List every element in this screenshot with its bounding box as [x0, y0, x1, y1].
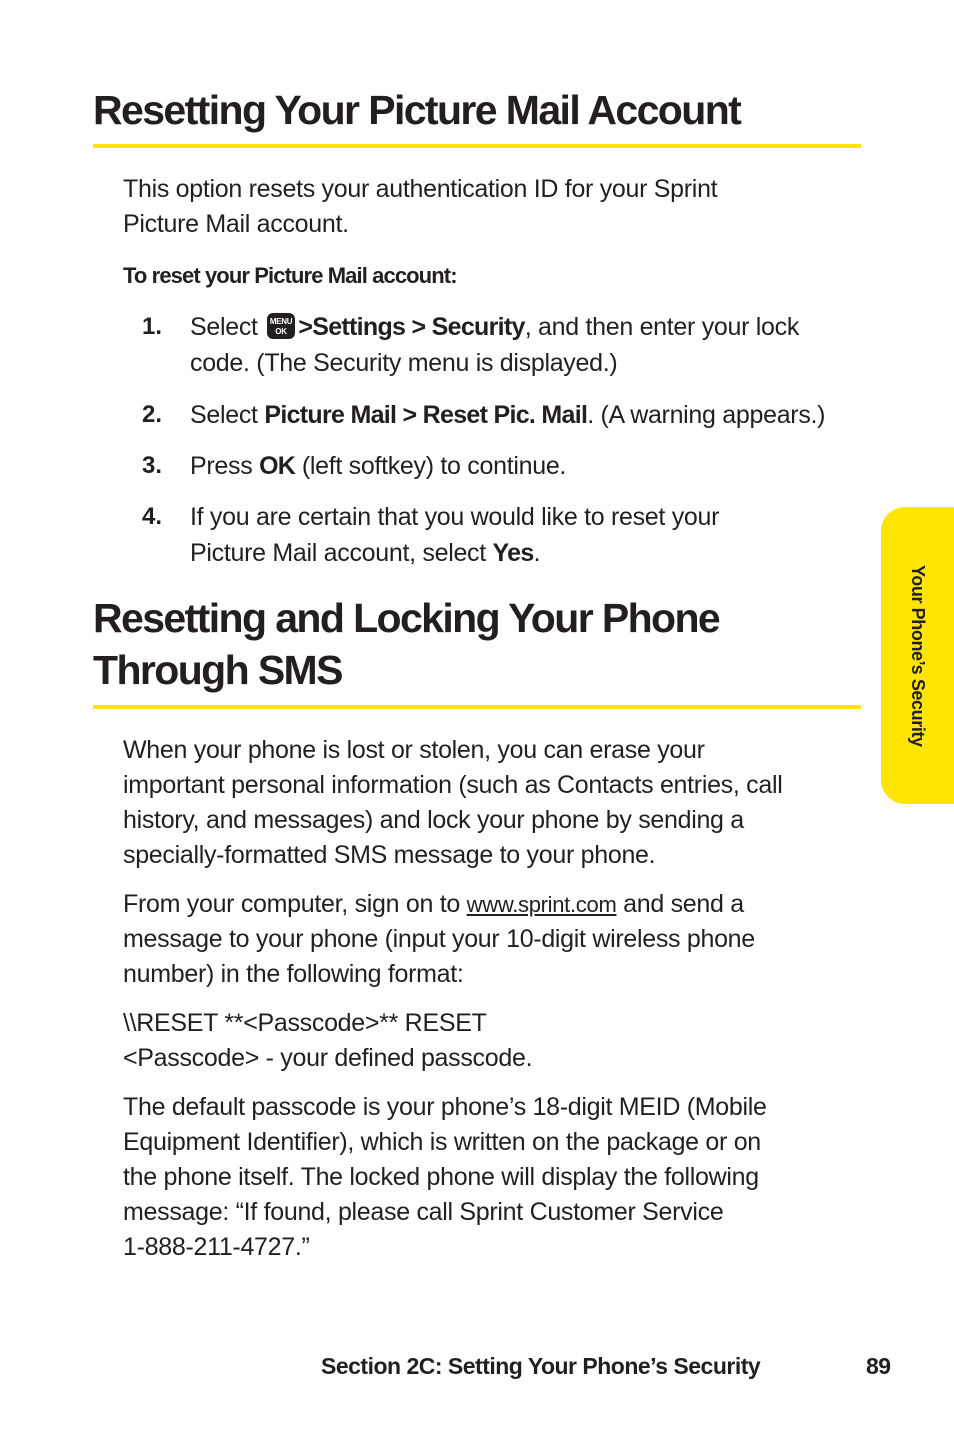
- step-2: Select Picture Mail > Reset Pic. Mail. (A warning appears.): [190, 401, 826, 429]
- step-4: If you are certain that you would like to reset your Picture Mail account, select Yes.: [190, 503, 720, 567]
- intro-line: This option resets your authentication ID for your Sprint: [123, 175, 718, 203]
- step-number: 3.: [142, 452, 163, 479]
- menu-ok-icon: [266, 312, 296, 340]
- menu-path: >Settings > Security: [298, 313, 525, 341]
- step-number: 1.: [142, 313, 163, 340]
- sign-on-paragraph: From your computer, sign on to www.sprint.com and send a message to your phone (input your 10-digit wireless phone number) in the following format:: [123, 890, 755, 988]
- menu-path: Picture Mail > Reset Pic. Mail: [264, 401, 588, 429]
- step-number: 4.: [142, 503, 163, 530]
- sms-command: \\RESET **<Passcode>** RESET: [123, 1009, 487, 1037]
- section-side-tab: [881, 507, 954, 804]
- title-rule: [93, 705, 861, 709]
- sprint-link[interactable]: www.sprint.com: [466, 892, 617, 917]
- section-title-sms-reset: Resetting and Locking Your Phone Through SMS: [93, 595, 720, 693]
- side-tab-label: Your Phone’s Security: [908, 564, 928, 747]
- sms-format: \\RESET **<Passcode>** RESET <Passcode> - your defined passcode.: [123, 1009, 533, 1072]
- section-title-picture-mail: Resetting Your Picture Mail Account: [93, 87, 741, 133]
- intro-line: Picture Mail account.: [123, 210, 349, 238]
- step-3: Press OK (left softkey) to continue.: [190, 452, 567, 480]
- lost-phone-paragraph: When your phone is lost or stolen, you can erase your important personal information (such as Contacts entries, call history, and messages) and lock your phone by sending a specially-formatted SMS message to your phone.: [123, 736, 783, 869]
- intro-paragraph: [123, 172, 863, 242]
- footer-section: Section 2C: Setting Your Phone’s Security: [321, 1353, 761, 1379]
- menu-icon-text-top: MENU: [270, 317, 293, 326]
- option-label: Yes: [492, 539, 534, 567]
- step-number: 2.: [142, 401, 163, 428]
- default-passcode-paragraph: The default passcode is your phone’s 18-digit MEID (Mobile Equipment Identifier), which is written on the package or on the phone itself. The locked phone will display the following message: “If found, please call Sprint Customer Service 1-888-211-4727.”: [123, 1093, 767, 1261]
- step-1: Select MENU OK >Settings > Security, and then enter your lock code. (The Security menu is displayed.): [190, 313, 800, 377]
- procedure-heading: To reset your Picture Mail account:: [123, 263, 457, 288]
- title-rule: [93, 144, 861, 148]
- page-number: 89: [866, 1353, 891, 1379]
- menu-icon-text-bottom: OK: [275, 327, 288, 336]
- softkey-label: OK: [259, 452, 296, 480]
